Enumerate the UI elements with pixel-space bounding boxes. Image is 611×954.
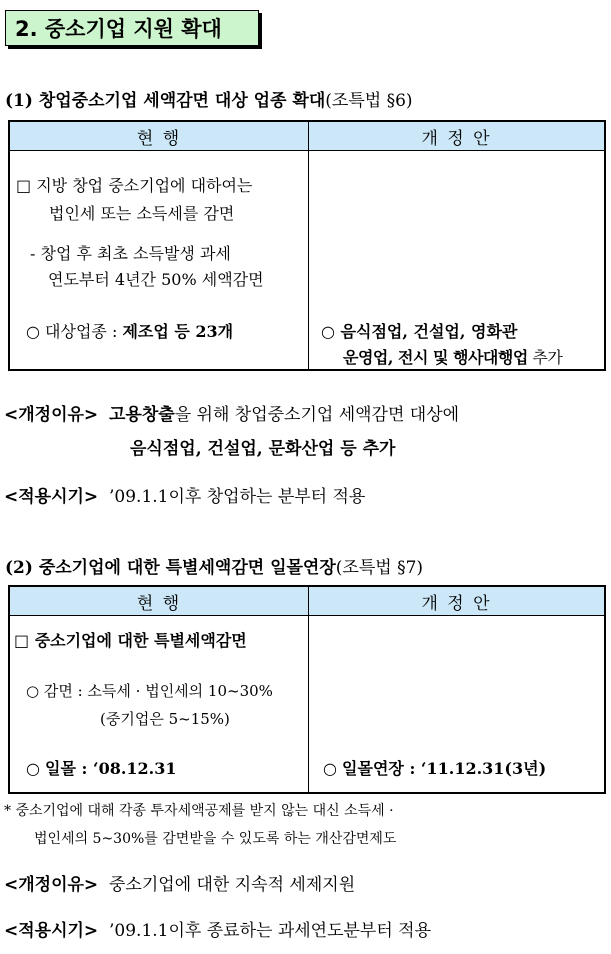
item2-apply <box>4 916 431 941</box>
item1-cur-line5-prefix: ○ 대상업종 : <box>26 322 123 341</box>
item1-rev-line2-tail: 추가 <box>527 348 563 367</box>
item2-reason-label: <개정이유> <box>4 875 99 895</box>
item1-current-cell <box>9 151 309 371</box>
item1-cur-line5-bold: 제조업 등 23개 <box>122 322 234 341</box>
item2-rev-line1 <box>323 756 546 779</box>
item1-cur-line2: 법인세 또는 소득세를 감면 <box>49 204 235 223</box>
item2-apply-text: ’09.1.1이후 종료하는 과세연도분부터 적용 <box>109 921 432 941</box>
item1-reason-line2: 음식점업, 건설업, 문화산업 등 추가 <box>130 439 396 459</box>
item1-cur-line4: 연도부터 4년간 50% 세액감면 <box>48 270 264 289</box>
item2-cur-line4-bold: 일몰 : ‘08.12.31 <box>45 759 177 778</box>
item1-col-current: 현 행 <box>9 121 309 151</box>
item1-cur-line1: □ 지방 창업 중소기업에 대하여는 <box>16 176 253 195</box>
item2-reason <box>4 870 355 895</box>
item1-reason-bold: 고용창출 <box>109 405 175 425</box>
item2-apply-label: <적용시기> <box>4 921 99 941</box>
item1-revised-cell <box>309 151 606 371</box>
item1-comparison-table <box>8 120 606 371</box>
item1-apply <box>4 482 365 507</box>
section-title: 2. 중소기업 지원 확대 <box>5 10 259 46</box>
item2-col-revised: 개 정 안 <box>309 586 606 616</box>
item1-heading-text: (1) 창업중소기업 세액감면 대상 업종 확대 <box>5 91 326 111</box>
item1-reason-rest: 을 위해 창업중소기업 세액감면 대상에 <box>174 405 460 425</box>
item2-note-line2: 법인세의 5~30%를 감면받을 수 있도록 하는 개산감면제도 <box>34 831 397 847</box>
item1-col-revised: 개 정 안 <box>309 121 606 151</box>
item1-reason-label: <개정이유> <box>4 405 99 425</box>
item1-cur-line5 <box>26 319 233 342</box>
item1-rev-line1: ○ 음식점업, 건설업, 영화관 <box>321 322 518 341</box>
item2-cur-line4 <box>26 756 177 779</box>
item2-current-cell <box>9 616 309 794</box>
item1-heading <box>5 86 413 111</box>
item1-cur-line3: - 창업 후 최초 소득발생 과세 <box>30 244 231 263</box>
item1-rev-line2-bold: 운영업, 전시 및 행사대행업 <box>343 348 528 367</box>
item2-note-line1: * 중소기업에 대해 각종 투자세액공제를 받지 않는 대신 소득세 · <box>4 803 394 819</box>
item2-heading-text: (2) 중소기업에 대한 특별세액감면 일몰연장 <box>5 558 336 578</box>
item2-reason-text: 중소기업에 대한 지속적 세제지원 <box>109 875 356 895</box>
item2-rev-line1-prefix: ○ <box>323 759 343 778</box>
item2-cur-line2: ○ 감면 : 소득세 · 법인세의 10~30% <box>26 682 273 700</box>
item1-apply-text: ’09.1.1이후 창업하는 분부터 적용 <box>109 487 366 507</box>
item2-cur-line4-prefix: ○ <box>26 759 46 778</box>
item2-cur-line1: □ 중소기업에 대한 특별세액감면 <box>14 631 247 650</box>
item1-apply-label: <적용시기> <box>4 487 99 507</box>
item2-comparison-table <box>8 585 606 794</box>
item2-rev-line1-bold: 일몰연장 : ‘11.12.31(3년) <box>342 759 547 778</box>
item2-cur-line3: (중기업은 5~15%) <box>100 710 230 728</box>
item1-reason <box>4 400 459 425</box>
item2-revised-cell <box>309 616 606 794</box>
item2-heading <box>5 553 423 578</box>
item2-heading-ref: (조특법 §7) <box>335 558 424 578</box>
item1-heading-ref: (조특법 §6) <box>325 91 413 111</box>
item1-rev-line2 <box>343 345 562 368</box>
item2-col-current: 현 행 <box>9 586 309 616</box>
